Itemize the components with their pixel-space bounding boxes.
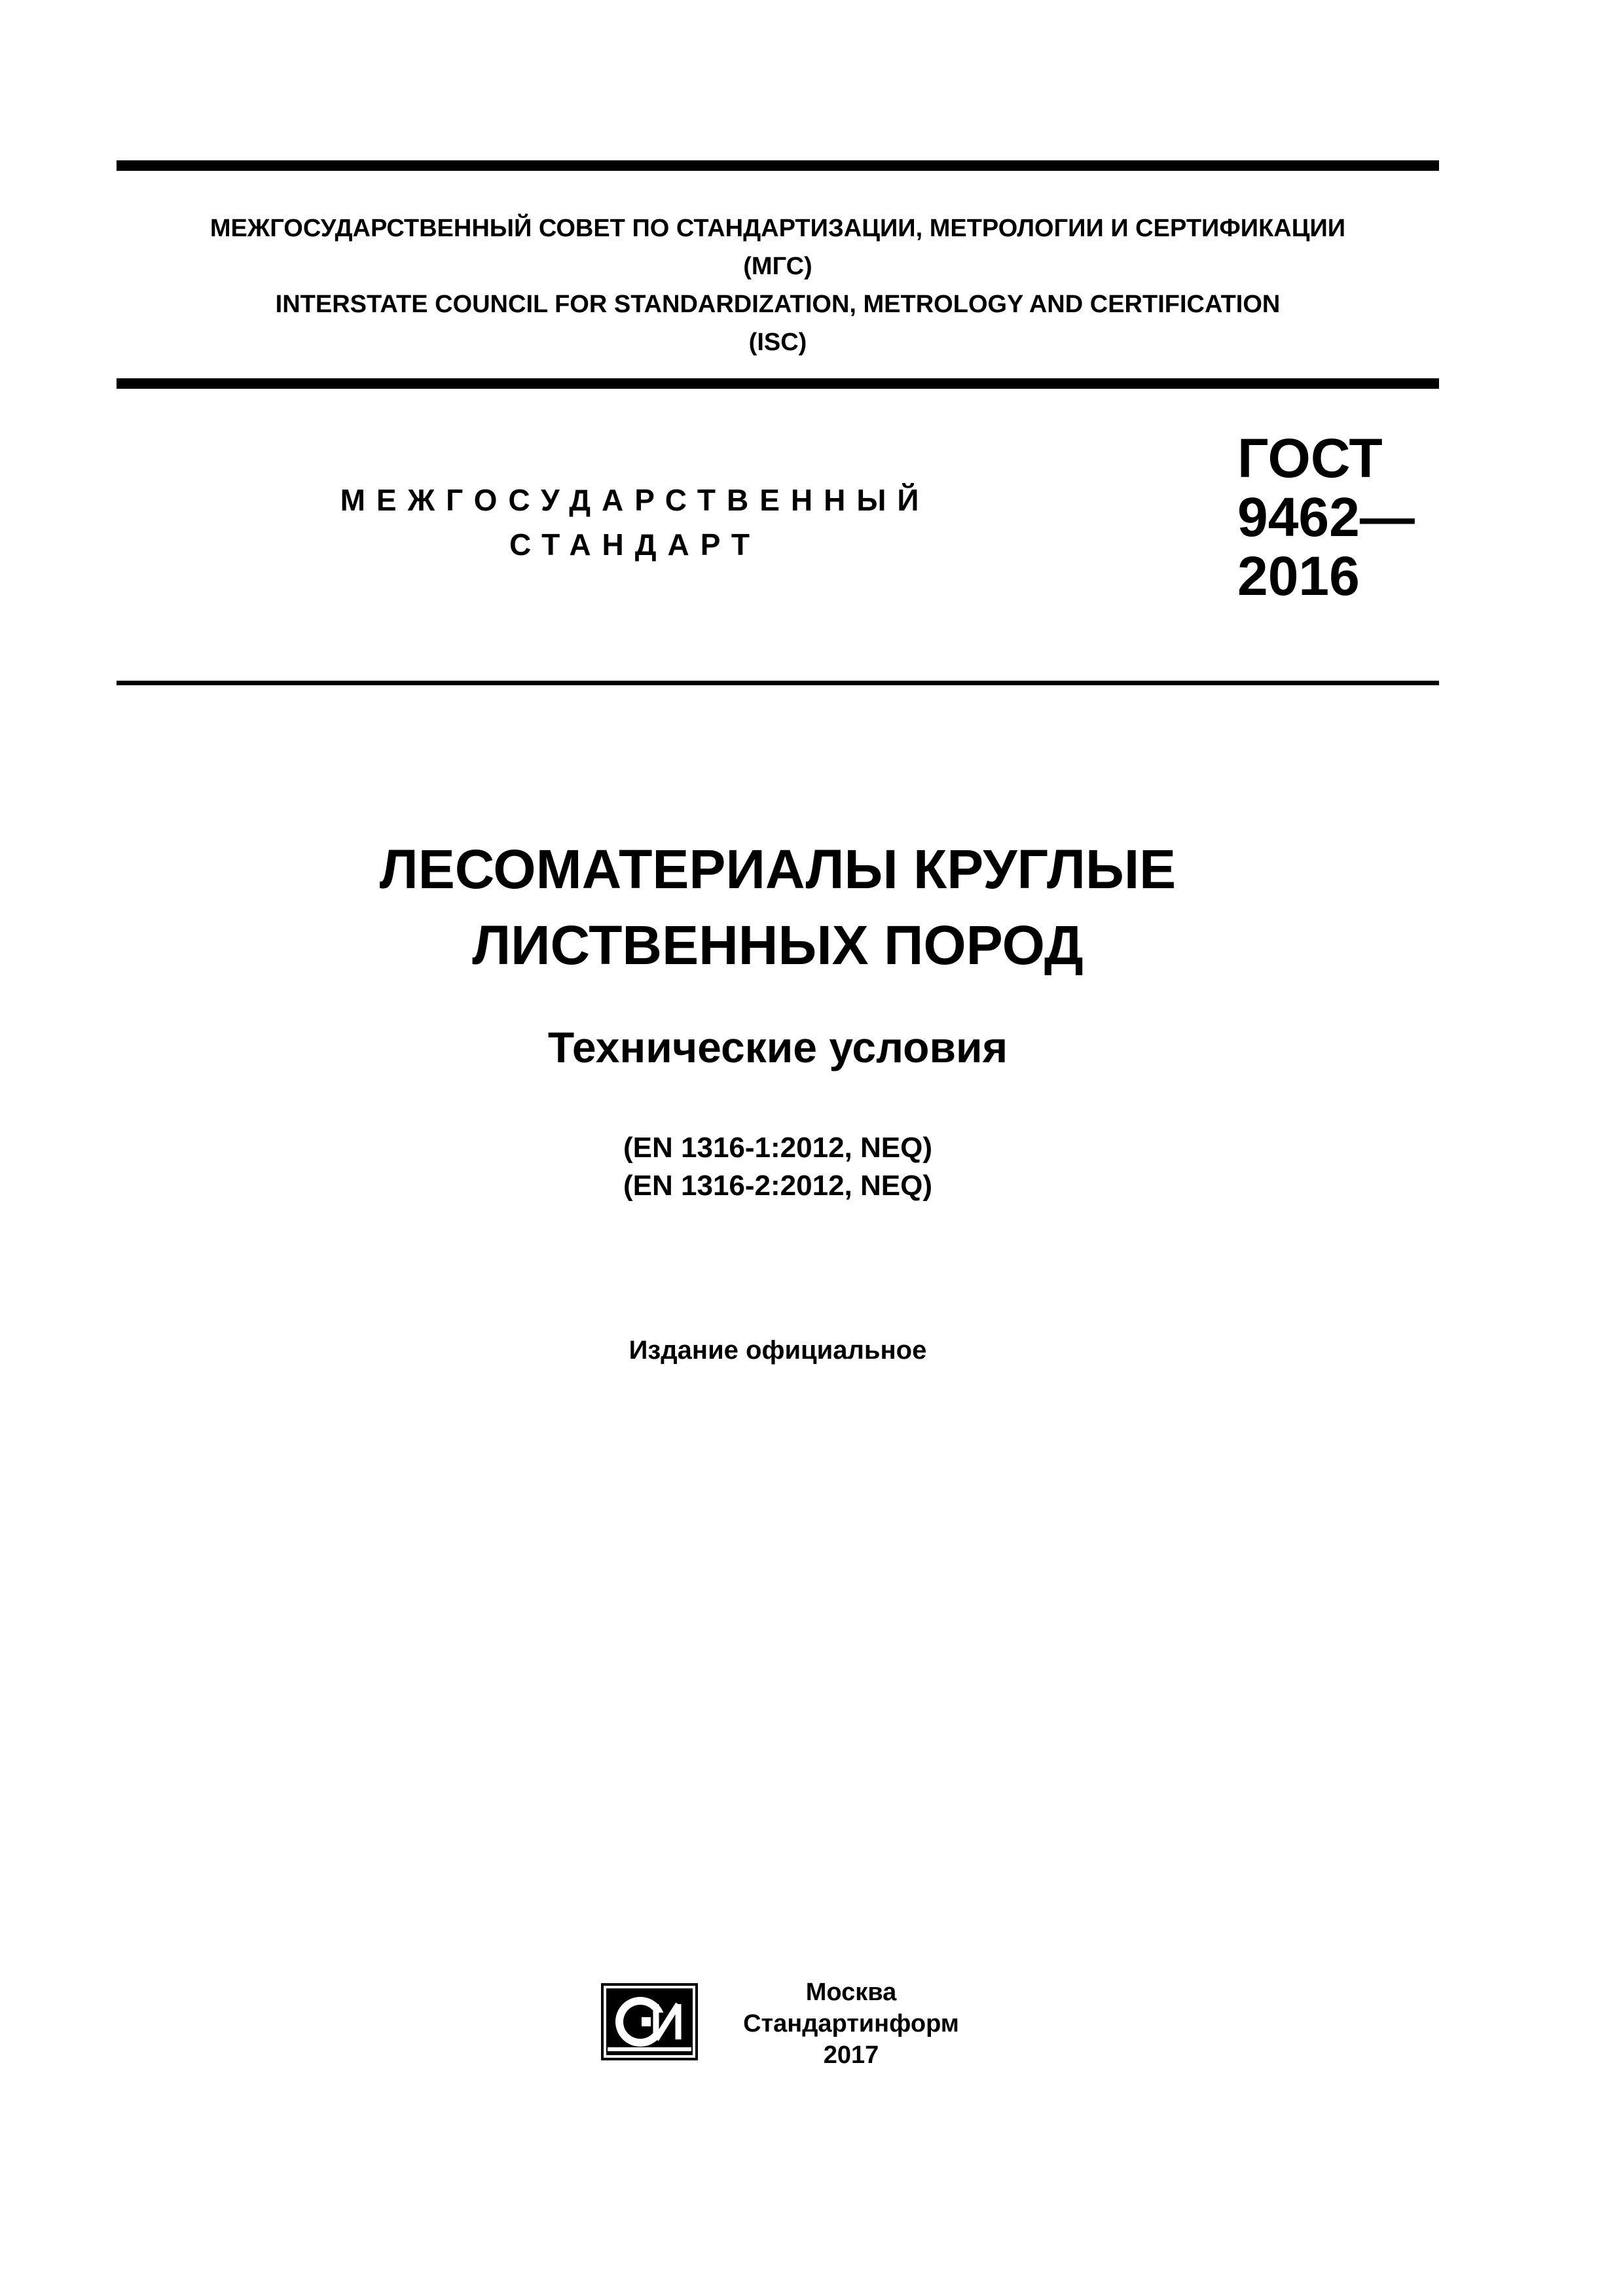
council-header [117,209,1439,361]
gost-year: 2016 [1237,545,1360,607]
header-divider [117,378,1439,389]
document-title-line-1: ЛЕСОМАТЕРИАЛЫ КРУГЛЫЕ [379,838,1176,900]
standard-kind-line-2: СТАНДАРТ [509,528,761,562]
document-subtitle: Технические условия [547,1023,1008,1071]
document-title [117,831,1439,983]
reference-standards [117,1129,1439,1205]
title-divider [117,681,1439,685]
publisher-name: Стандартинформ [743,2010,959,2037]
reference-standard: (EN 1316-1:2012, NEQ) [623,1132,932,1164]
gost-label: ГОСТ [1237,427,1383,489]
council-abbr-en: (ISC) [748,329,807,356]
top-divider [117,160,1439,171]
gost-number-line [1237,488,1415,547]
gost-designation [1237,429,1415,605]
council-abbr-ru: (МГС) [743,253,812,280]
standard-kind [249,478,1021,567]
document-title-line-2: ЛИСТВЕННЫХ ПОРОД [472,914,1084,976]
reference-standard: (EN 1316-2:2012, NEQ) [623,1170,932,1202]
council-name-ru: МЕЖГОСУДАРСТВЕННЫЙ СОВЕТ ПО СТАНДАРТИЗАЦИИ, МЕТРОЛОГИИ И СЕРТИФИКАЦИИ [210,215,1346,242]
council-name-en: INTERSTATE COUNCIL FOR STANDARDIZATION, METROLOGY AND CERTIFICATION [275,291,1281,318]
standartinform-logo-icon [601,1983,698,2060]
edition-label: Издание официальное [629,1336,927,1365]
publisher-city: Москва [805,1979,897,2006]
standard-kind-line-1: МЕЖГОСУДАРСТВЕННЫЙ [340,483,930,517]
publisher-year: 2017 [823,2041,879,2069]
publisher-block [727,1977,976,2071]
gost-number: 9462 [1237,486,1360,548]
gost-dash: — [1359,486,1415,548]
